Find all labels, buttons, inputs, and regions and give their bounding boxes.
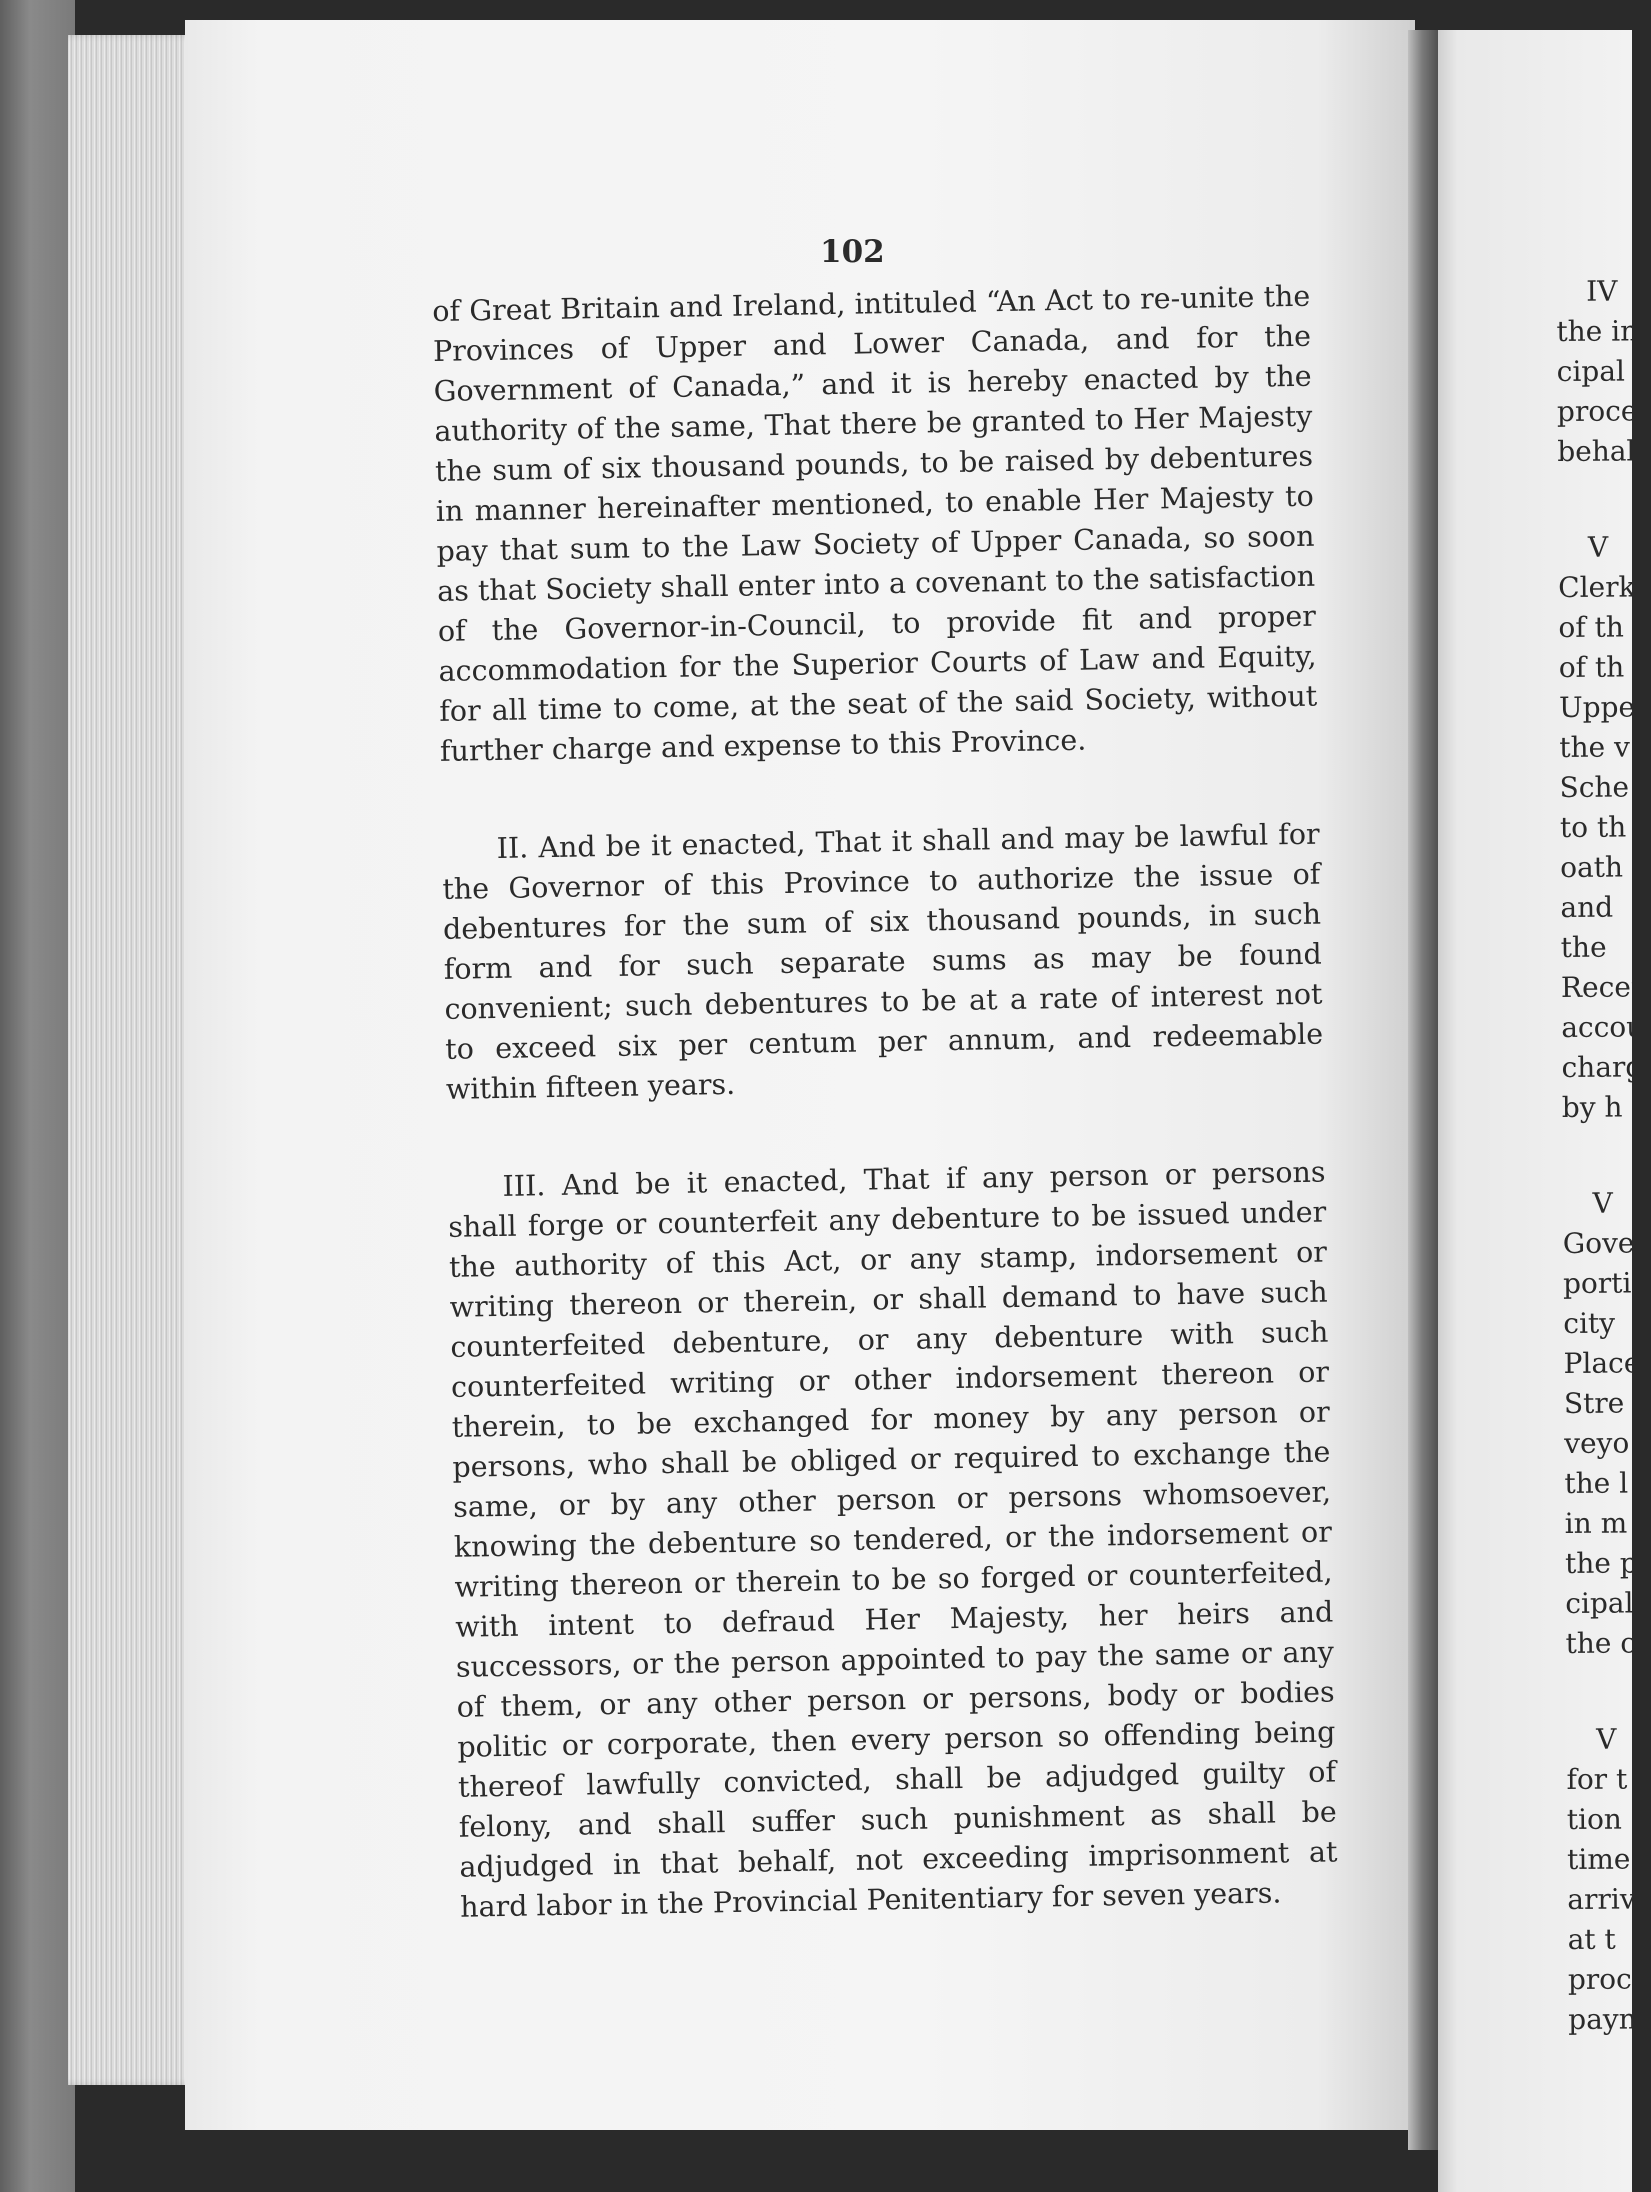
right-fragment-line: the in — [1556, 314, 1639, 348]
page-number: 102 — [820, 234, 885, 270]
right-fragment-line: charg — [1561, 1050, 1644, 1084]
right-fragment-line: V — [1592, 1186, 1613, 1220]
right-fragment-line: in m — [1564, 1506, 1628, 1540]
book-gutter — [1408, 30, 1440, 2150]
right-fragment-line: porti — [1562, 1266, 1632, 1300]
right-fragment-line: proce — [1556, 394, 1638, 428]
right-fragment-line: Sche — [1559, 770, 1630, 804]
right-fragment-line: to th — [1559, 810, 1627, 844]
right-fragment-line: the v — [1559, 730, 1631, 764]
paragraph-continuation: of Great Britain and Ireland, intituled “An Act to re-unite the Provinces of Upper and Lower Canada, and for the Government of Canada,” and it is hereby enacted by the authority of the same, That there be granted to Her Majesty the sum of six thousand pounds, to be raised by debentures in manner hereinafter mentioned, to enable Her Majesty to pay that sum to the Law Society of Upper Canada, so soon as that Society shall enter into a covenant to the satisfaction of the Governor-in-Council, to provide fit and proper accommodation for the Superior Courts of Law and Equity, for all time to come, at the seat of the said Society, without further charge and expense to this Province. — [432, 279, 1318, 768]
right-fragment-line: cipal — [1565, 1586, 1634, 1620]
right-fragment-line: IV — [1586, 274, 1618, 308]
right-fragment-line: V — [1596, 1722, 1617, 1756]
right-fragment-line: at t — [1567, 1922, 1616, 1956]
right-fragment-line: Stre — [1563, 1386, 1625, 1420]
scanner-background — [0, 0, 75, 2192]
left-page-text — [432, 277, 1338, 1928]
right-fragment-line: accou — [1561, 1010, 1645, 1044]
right-fragment-line: V — [1587, 530, 1609, 564]
right-fragment-line: payn — [1568, 2002, 1637, 2036]
paragraph-section-2: II. And be it enacted, That it shall and may be lawful for the Governor of this Province to authorize the issue of debentures for the sum of six thousand pounds, in such form and for such separate sums as may be found convenient; such debentures to be at a rate of interest not to exceed six per centum per annum, and redeemable within fifteen years. — [442, 817, 1324, 1106]
right-fragment-line: cipal — [1556, 354, 1626, 388]
right-fragment-line: Gove — [1562, 1226, 1635, 1260]
right-fragment-line: for t — [1566, 1762, 1628, 1796]
right-fragment-line: arriv — [1567, 1882, 1636, 1916]
right-fragment-line: of th — [1558, 650, 1625, 684]
right-fragment-line: Clerk — [1558, 570, 1636, 604]
right-fragment-line: by h — [1561, 1090, 1623, 1124]
right-page-text — [1556, 271, 1644, 2039]
right-fragment-line: the c — [1565, 1626, 1637, 1660]
right-fragment-line: Recei — [1560, 970, 1640, 1004]
right-fragment-line: time — [1566, 1842, 1631, 1876]
right-fragment-line: proc — [1567, 1962, 1632, 1996]
right-fragment-line: the l — [1564, 1466, 1629, 1500]
right-fragment-line: behal — [1557, 434, 1636, 468]
right-fragment-line: and — [1560, 890, 1614, 924]
right-fragment-line: tion — [1566, 1802, 1623, 1836]
right-fragment-line: Uppe — [1558, 690, 1636, 724]
right-fragment-line: veyo — [1564, 1426, 1630, 1460]
right-fragment-line: city — [1563, 1306, 1616, 1340]
right-fragment-line: the — [1560, 930, 1607, 964]
paragraph-section-3: III. And be it enacted, That if any person or persons shall forge or counterfeit any debenture to be issued under the authority of this Act, or any stamp, indorsement or writing thereon or therein, or shall demand to have such counterfeited debenture, or any debenture with such counterfeited writing or other indorsement thereon or therein, to be exchanged for money by any person or persons, who shall be obliged or required to exchange the same, or by any other person or persons whomsoever, knowing the debenture so tendered, or the indorsement or writing thereon or therein to be so forged or counterfeited, with intent to defraud Her Majesty, her heirs and successors, or the person appointed to pay the same or any of them, or any other person or persons, body or bodies politic or corporate, then every person so offending being thereof lawfully convicted, shall be adjudged guilty of felony, and shall suffer such punishment as shall be adjudged in that behalf, not exceeding imprisonment at hard labor in the Provincial Penitentiary for seven years. — [448, 1155, 1338, 1924]
right-fragment-line: the p — [1564, 1546, 1638, 1580]
right-fragment-line: oath — [1560, 850, 1624, 884]
right-fragment-line: of th — [1558, 610, 1625, 644]
right-fragment-line: Place — [1563, 1346, 1641, 1380]
